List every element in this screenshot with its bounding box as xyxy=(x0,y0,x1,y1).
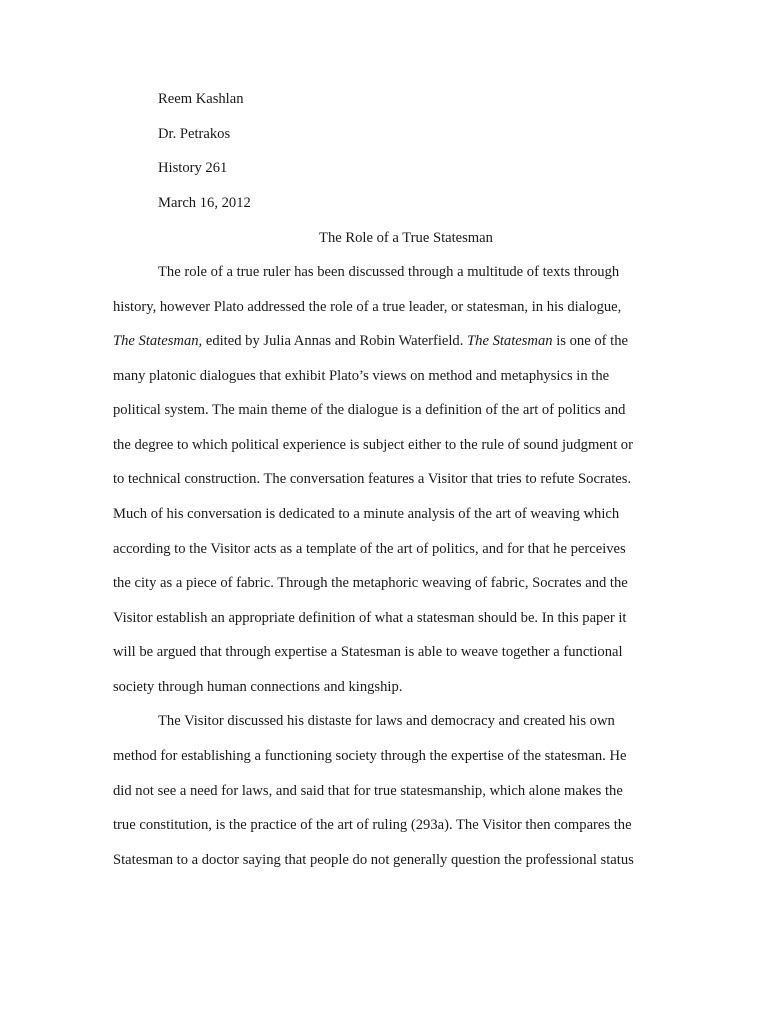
text-segment: is one of the xyxy=(552,333,628,349)
paragraph1-line11: Visitor establish an appropriate definition of what a statesman should be. In this paper it xyxy=(113,610,627,626)
paragraph1-line9: according to the Visitor acts as a template of the art of politics, and for that he perceives xyxy=(113,541,626,557)
instructor-name: Dr. Petrakos xyxy=(158,126,231,142)
paragraph1-line10: the city as a piece of fabric. Through the metaphoric weaving of fabric, Socrates and the xyxy=(113,575,628,591)
paragraph1-line4: many platonic dialogues that exhibit Plato’s views on method and metaphysics in the xyxy=(113,368,610,384)
paragraph1-line1: The role of a true ruler has been discussed through a multitude of texts through xyxy=(158,264,620,280)
paragraph1-line13: society through human connections and kingship. xyxy=(113,679,403,695)
paragraph1-line2: history, however Plato addressed the role of a true leader, or statesman, in his dialogue, xyxy=(113,299,622,315)
paragraph2-line3: did not see a need for laws, and said that for true statesmanship, which alone makes the xyxy=(113,783,623,799)
paragraph1-line8: Much of his conversation is dedicated to a minute analysis of the art of weaving which xyxy=(113,506,620,522)
paragraph1-line3 xyxy=(113,332,628,350)
book-title-italic: The Statesman, xyxy=(113,333,203,349)
paragraph2-line2: method for establishing a functioning society through the expertise of the statesman. He xyxy=(113,748,627,764)
paragraph2-line4: true constitution, is the practice of the art of ruling (293a). The Visitor then compares the xyxy=(113,817,632,833)
book-title-italic: The Statesman xyxy=(467,333,553,349)
paragraph1-line5: political system. The main theme of the dialogue is a definition of the art of politics and xyxy=(113,402,626,418)
paper-title: The Role of a True Statesman xyxy=(319,230,493,246)
paper-date: March 16, 2012 xyxy=(158,195,251,211)
paragraph1-line6: the degree to which political experience is subject either to the rule of sound judgment or xyxy=(113,437,633,453)
paragraph1-line7: to technical construction. The conversation features a Visitor that tries to refute Socrates. xyxy=(113,471,632,487)
paragraph2-line5: Statesman to a doctor saying that people do not generally question the professional status xyxy=(113,852,634,868)
author-name: Reem Kashlan xyxy=(158,91,244,107)
course-name: History 261 xyxy=(158,160,228,176)
paragraph1-line12: will be argued that through expertise a Statesman is able to weave together a functional xyxy=(113,644,623,660)
text-segment: edited by Julia Annas and Robin Waterfield. xyxy=(202,333,468,349)
paragraph2-line1: The Visitor discussed his distaste for laws and democracy and created his own xyxy=(158,713,615,729)
